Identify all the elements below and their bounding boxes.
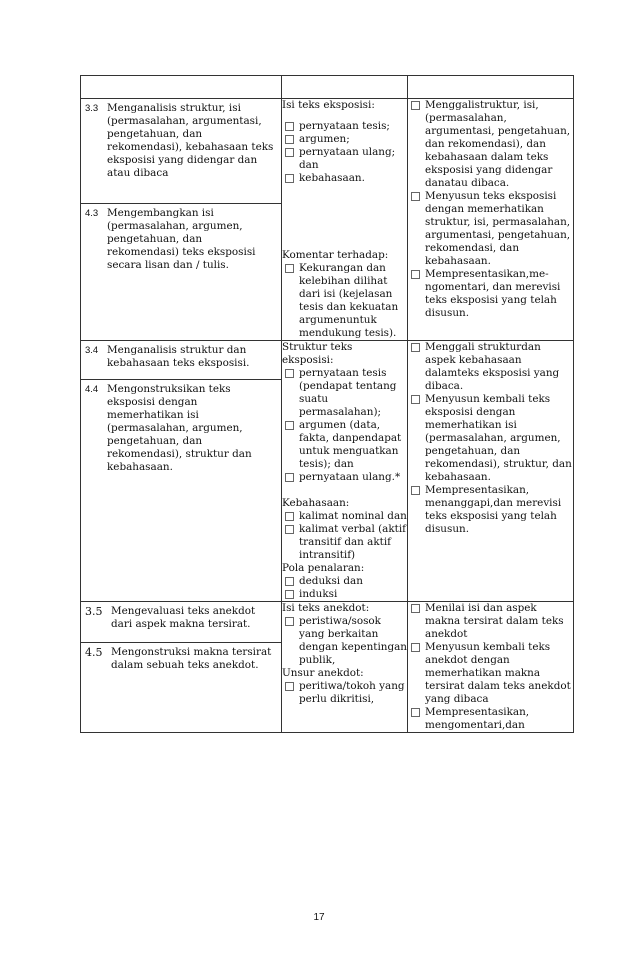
materi-item: peritiwa/tokoh yang perlu dikritisi, [282, 680, 407, 706]
materi-item: peristiwa/sosok yang berkaitan dengan kepentingan publik, [282, 615, 407, 667]
kd-cell [81, 602, 282, 733]
header-cell [81, 76, 282, 99]
materi-title: Isi teks eksposisi: [282, 99, 375, 111]
kd-text: Menganalisis struktur dan kebahasaan teks eksposisi. [107, 344, 250, 369]
kd-cell [81, 99, 282, 341]
kegiatan-cell [408, 602, 574, 733]
materi-item: argumen; [282, 133, 407, 146]
kd-text: Menganalisis struktur, isi (permasalahan, argumentasi, pengetahuan, dan rekomendasi), kebahasaan teks eksposisi yang didengar dan atau dibaca [107, 102, 274, 179]
kegiatan-cell [408, 99, 574, 341]
kd-text: Mengonstruksikan teks eksposisi dengan memerhatikan isi (permasalahan, argumen, pengetahuan, dan rekomendasi), struktur dan kebahasaan. [107, 383, 252, 473]
kd-item [81, 642, 281, 677]
kd-number: 4.5 [85, 646, 103, 659]
kd-number: 3.4 [85, 345, 99, 356]
kegiatan-item: Mempresentasikan, menanggapi,dan merevisi teks eksposisi yang telah disusun. [408, 484, 573, 536]
checkbox-icon [411, 643, 420, 652]
kd-cell [81, 341, 282, 602]
kegiatan-item: Menyusun teks eksposisi dengan memerhatikan struktur, isi, permasalahan, argumentasi, pengetahuan, rekomendasi, dan kebahasaan. [408, 190, 573, 268]
kd-item [81, 203, 281, 277]
checkbox-icon [285, 512, 294, 521]
materi-title: Kebahasaan: [282, 497, 350, 509]
checkbox-icon [411, 604, 420, 613]
kegiatan-item: Menyusun kembali teks eksposisi dengan memerhatikan isi (permasalahan, argumen, pengetahuan, dan rekomendasi), struktur, dan kebahasaan. [408, 393, 573, 484]
materi-item: argumen (data, fakta, danpendapat untuk menguatkan tesis); dan [282, 419, 407, 471]
table-row [81, 341, 574, 602]
checkbox-icon [285, 122, 294, 131]
checkbox-icon [285, 525, 294, 534]
materi-item: kalimat nominal dan [282, 510, 407, 523]
checkbox-icon [285, 421, 294, 430]
checkbox-icon [411, 270, 420, 279]
kegiatan-item: Menggalistruktur, isi, (permasalahan, argumentasi, pengetahuan, dan rekomendasi), dan kebahasaan dalam teks eksposisi yang didengar danatau dibaca. [408, 99, 573, 190]
materi-item: deduksi dan [282, 575, 407, 588]
materi-title: Unsur anekdot: [282, 667, 364, 679]
checkbox-icon [285, 577, 294, 586]
table-row [81, 602, 574, 733]
materi-item: pernyataan ulang; dan [282, 146, 407, 172]
checkbox-icon [411, 192, 420, 201]
kd-item [81, 602, 281, 642]
materi-title: Pola penalaran: [282, 562, 365, 574]
header-cell [282, 76, 408, 99]
kegiatan-item: Menilai isi dan aspek makna tersirat dalam teks anekdot [408, 602, 573, 641]
materi-item: Kekurangan dan kelebihan dilihat dari isi (kejelasan tesis dan kekuatan argumenuntuk mendukung tesis). [282, 262, 407, 340]
header-cell [408, 76, 574, 99]
kegiatan-cell [408, 341, 574, 602]
kegiatan-item: Mempresentasikan, mengomentari,dan [408, 706, 573, 732]
checkbox-icon [411, 343, 420, 352]
checkbox-icon [285, 590, 294, 599]
checkbox-icon [411, 101, 420, 110]
table-row [81, 99, 574, 341]
kd-item [81, 99, 281, 203]
materi-item: pernyataan tesis (pendapat tentang suatu permasalahan); [282, 367, 407, 419]
materi-item: pernyataan ulang.* [282, 471, 407, 484]
materi-title: Isi teks anekdot: [282, 602, 370, 614]
kd-item [81, 341, 281, 379]
checkbox-icon [285, 617, 294, 626]
checkbox-icon [285, 369, 294, 378]
materi-item: pernyataan tesis; [282, 120, 407, 133]
kd-text: Mengevaluasi teks anekdot dari aspek makna tersirat. [111, 605, 256, 630]
materi-cell [282, 341, 408, 602]
materi-cell [282, 602, 408, 733]
kegiatan-item: Menggali strukturdan aspek kebahasaan dalamteks eksposisi yang dibaca. [408, 341, 573, 393]
kegiatan-item: Mempresentasikan,me-ngomentari, dan merevisi teks eksposisi yang telah disusun. [408, 268, 573, 320]
checkbox-icon [285, 135, 294, 144]
checkbox-icon [285, 473, 294, 482]
checkbox-icon [411, 708, 420, 717]
materi-title: Komentar terhadap: [282, 249, 389, 261]
syllabus-table [80, 75, 574, 733]
table-header-row [81, 76, 574, 99]
checkbox-icon [285, 264, 294, 273]
kd-item [81, 379, 281, 479]
checkbox-icon [285, 148, 294, 157]
kd-text: Mengembangkan isi (permasalahan, argumen, pengetahuan, dan rekomendasi) teks eksposisi secara lisan dan / tulis. [107, 207, 256, 271]
kd-text: Mengonstruksi makna tersirat dalam sebuah teks anekdot. [111, 646, 272, 671]
kegiatan-item: Menyusun kembali teks anekdot dengan memerhatikan makna tersirat dalam teks anekdot yang dibaca [408, 641, 573, 706]
kd-number: 3.5 [85, 605, 103, 618]
checkbox-icon [411, 486, 420, 495]
kd-number: 4.4 [85, 384, 99, 395]
kd-number: 3.3 [85, 103, 99, 114]
materi-item: kalimat verbal (aktif transitif dan aktif intransitif) [282, 523, 407, 562]
checkbox-icon [285, 682, 294, 691]
page-number: 17 [313, 912, 325, 923]
materi-item: induksi [282, 588, 407, 601]
materi-item: kebahasaan. [282, 172, 407, 185]
checkbox-icon [411, 395, 420, 404]
materi-cell [282, 99, 408, 341]
materi-title: Struktur teks eksposisi: [282, 341, 353, 366]
kd-number: 4.3 [85, 208, 99, 219]
checkbox-icon [285, 174, 294, 183]
